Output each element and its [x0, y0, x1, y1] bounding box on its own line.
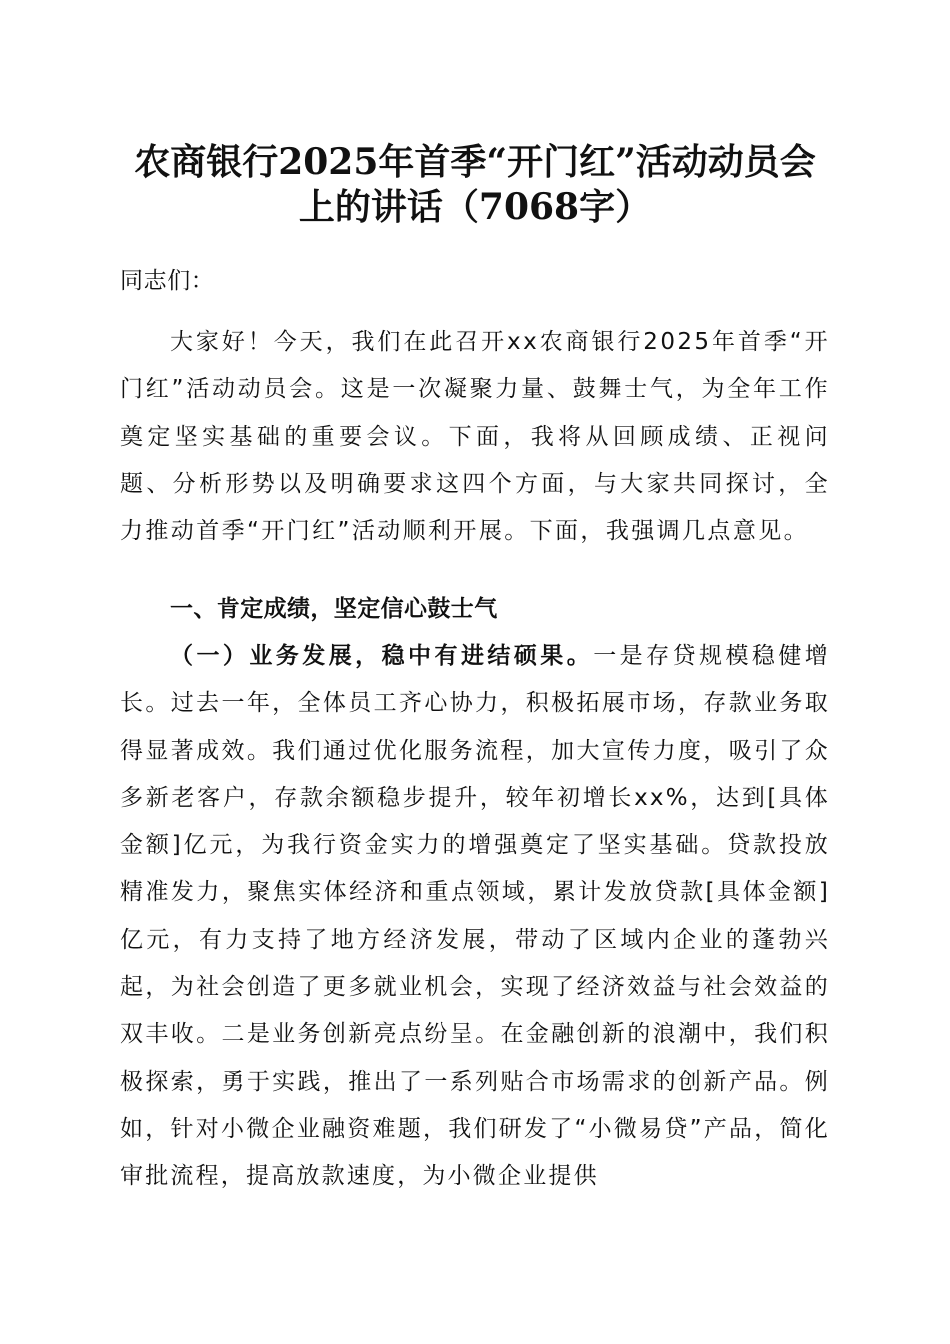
- document-title-line-2: 上的讲话（7068字）: [298, 186, 652, 228]
- document-title-line-1: 农商银行2025年首季“开门红”活动动员会: [134, 141, 816, 183]
- subsection-body-1: 一是存贷规模稳健增长。过去一年，全体员工齐心协力，积极拓展市场，存款业务取得显著成效。我们通过优化服务流程，加大宣传力度，吸引了众多新老客户，存款余额稳步提升，较年初增长xx%，达到[具体金额]亿元，为我行资金实力的增强奠定了坚实基础。贷款投放精准发力，聚焦实体经济和重点领域，累计发放贷款[具体金额]亿元，有力支持了地方经济发展，带动了区域内企业的蓬勃兴起，为社会创造了更多就业机会，实现了经济效益与社会效益的双丰收。二是业务创新亮点纷呈。在金融创新的浪潮中，我们积极探索，勇于实践，推出了一系列贴合市场需求的创新产品。例如，针对小微企业融资难题，我们研发了“小微易贷”产品，简化审批流程，提高放款速度，为小微企业提供: [120, 643, 830, 1190]
- opening-paragraph: 大家好！今天，我们在此召开xx农商银行2025年首季“开门红”活动动员会。这是一次凝聚力量、鼓舞士气，为全年工作奠定坚实基础的重要会议。下面，我将从回顾成绩、正视问题、分析形势以及明确要求这四个方面，与大家共同探讨，全力推动首季“开门红”活动顺利开展。下面，我强调几点意见。: [120, 329, 830, 545]
- subsection-heading-1: （一）业务发展，稳中有进结硕果。: [170, 643, 594, 669]
- salutation: 同志们：: [120, 268, 215, 294]
- section-heading-1: 一、肯定成绩，坚定信心鼓士气: [170, 596, 498, 622]
- subsection-paragraph-1: [120, 633, 830, 1201]
